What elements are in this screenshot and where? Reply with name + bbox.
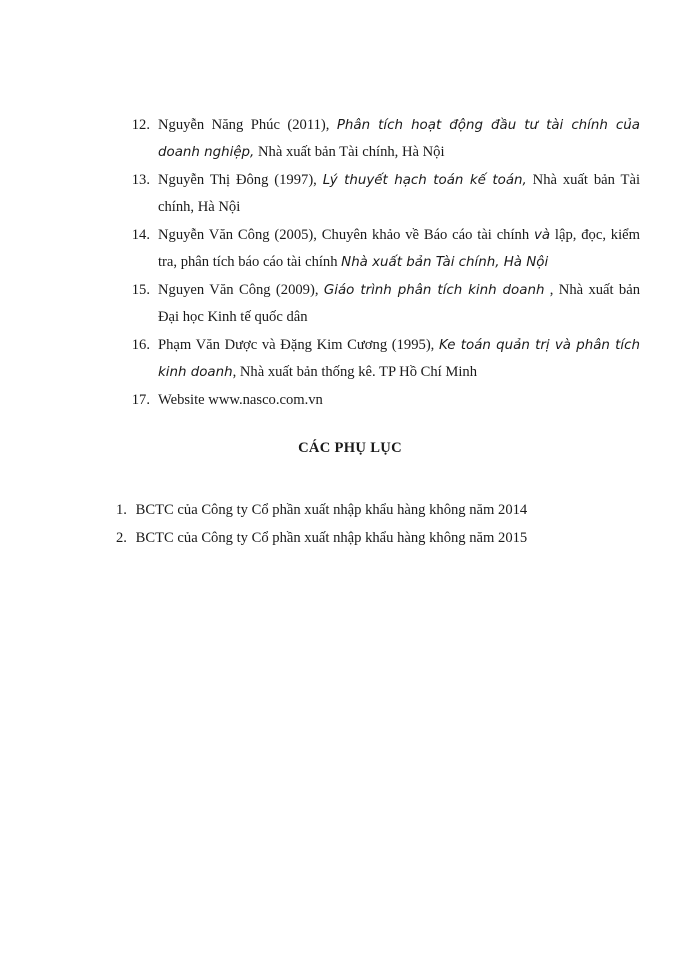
reference-number: 14. bbox=[131, 227, 150, 243]
reference-number: 12. bbox=[131, 117, 150, 133]
reference-publisher: Nhà xuất bản Tài chính, Hà Nội bbox=[158, 172, 640, 215]
reference-text bbox=[158, 332, 640, 386]
reference-website: Website www.nasco.com.vn bbox=[158, 392, 323, 408]
reference-publisher: Nhà xuất bản Tài chính, Hà Nội bbox=[254, 144, 445, 160]
reference-text bbox=[158, 277, 640, 331]
reference-author: Phạm Văn Dược và Đặng Kim Cương (1995), bbox=[158, 337, 439, 353]
reference-number: 13. bbox=[131, 172, 150, 188]
reference-item bbox=[120, 277, 640, 331]
reference-title: Ke toán quản trị và phân tích kinh doanh bbox=[158, 338, 640, 380]
reference-title: Lý thuyết hạch toán kế toán, bbox=[322, 173, 527, 188]
reference-text bbox=[158, 222, 640, 276]
appendix-item bbox=[116, 496, 527, 524]
appendix-heading: CÁC PHỤ LỤC bbox=[298, 440, 402, 456]
reference-text bbox=[158, 167, 640, 221]
appendix-list bbox=[116, 496, 527, 552]
reference-author: Nguyễn Thị Đông (1997), bbox=[158, 172, 323, 188]
reference-publisher: , Nhà xuất bản Đại học Kinh tế quốc dân bbox=[158, 282, 641, 325]
reference-item bbox=[120, 167, 640, 221]
reference-list bbox=[120, 112, 640, 415]
reference-item bbox=[120, 332, 640, 386]
reference-item bbox=[120, 387, 640, 414]
appendix-text: BCTC của Công ty Cổ phần xuất nhập khẩu hàng không năm 2014 bbox=[135, 502, 528, 518]
reference-publisher: , Nhà xuất bản thống kê. TP Hồ Chí Minh bbox=[232, 364, 478, 380]
reference-text bbox=[158, 387, 640, 414]
reference-number: 16. bbox=[131, 337, 150, 353]
reference-title: Phân tích hoạt động đầu tư tài chính của doanh nghiệp, bbox=[158, 118, 640, 160]
reference-publisher: lập, đọc, kiểm tra, phân tích báo cáo tài chính bbox=[158, 227, 640, 270]
reference-item bbox=[120, 112, 640, 166]
reference-text bbox=[158, 112, 640, 166]
reference-author: Nguyễn Năng Phúc (2011), bbox=[158, 117, 337, 133]
appendix-number: 1. bbox=[116, 502, 127, 518]
reference-title: Giáo trình phân tích kinh doanh bbox=[323, 283, 545, 298]
appendix-item bbox=[116, 524, 527, 552]
reference-item bbox=[120, 222, 640, 276]
reference-number: 17. bbox=[131, 392, 150, 408]
appendix-number: 2. bbox=[116, 530, 127, 546]
appendix-text: BCTC của Công ty Cổ phần xuất nhập khẩu hàng không năm 2015 bbox=[135, 530, 528, 546]
reference-title-secondary: Nhà xuất bản Tài chính, Hà Nội bbox=[341, 255, 549, 270]
reference-author: Nguyen Văn Công (2009), bbox=[158, 282, 324, 298]
reference-author: Nguyễn Văn Công (2005), Chuyên khảo về Báo cáo tài chính bbox=[158, 227, 534, 243]
reference-title: và bbox=[533, 228, 551, 243]
reference-number: 15. bbox=[131, 282, 150, 298]
